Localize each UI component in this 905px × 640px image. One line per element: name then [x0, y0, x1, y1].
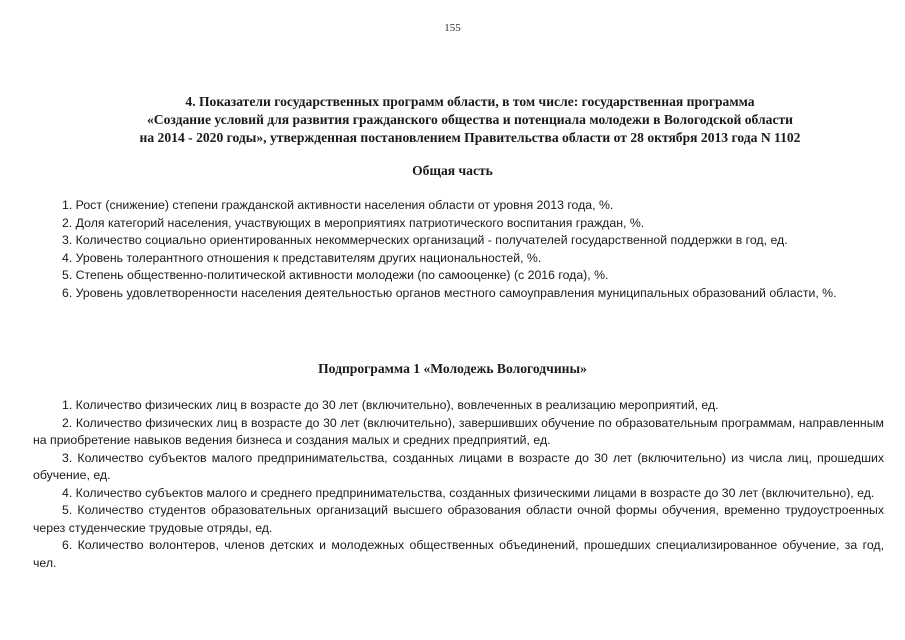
subprogram-indicator-item: 2. Количество физических лиц в возрасте до 30 лет (включительно), завершивших обучение по образовательным программам, направленным на приобретение навыков ведения бизнеса и создания малых и средних предприятий, ед.: [33, 415, 884, 447]
general-indicator-item: 4. Уровень толерантного отношения к представителям других национальностей, %.: [62, 250, 542, 265]
general-section-title: Общая часть: [412, 163, 493, 178]
subprogram-indicator-item: 5. Количество студентов образовательных организаций высшего образования области очной формы обучения, временно трудоустроенных через студенческие трудовые отряды, ед.: [33, 503, 884, 535]
subprogram-indicator-item: 6. Количество волонтеров, членов детских и молодежных общественных объединений, прошедших специализированное обучение, за год, чел.: [33, 538, 884, 570]
general-indicator-item: 3. Количество социально ориентированных некоммерческих организаций - получателей государственной поддержки в год, ед.: [62, 233, 788, 247]
subprogram-indicator-item: 3. Количество субъектов малого предпринимательства, созданных лицами в возрасте до 30 лет (включительно) из числа лиц, прошедших обучение, ед.: [33, 450, 884, 482]
heading-line-1: 4. Показатели государственных программ области, в том числе: государственная программа: [185, 94, 755, 109]
subprogram-1-title: Подпрограмма 1 «Молодежь Вологодчины»: [318, 361, 587, 376]
general-indicator-item: 2. Доля категорий населения, участвующих в мероприятиях патриотического воспитания граждан, %.: [62, 215, 645, 230]
general-indicator-item: 1. Рост (снижение) степени гражданской активности населения области от уровня 2013 года, %.: [62, 198, 614, 212]
subprogram-1-indicator-list: [33, 397, 884, 572]
heading-line-3: на 2014 - 2020 годы», утвержденная постановлением Правительства области от 28 октября 2013 года N 1102: [139, 130, 801, 145]
general-indicator-list: [62, 197, 884, 302]
document-heading: [20, 93, 905, 147]
subprogram-indicator-item: 4. Количество субъектов малого и среднего предпринимательства, созданных физическими лицами в возрасте до 30 лет (включительно), ед.: [62, 485, 875, 500]
page-number: 155: [444, 22, 461, 34]
subprogram-indicator-item: 1. Количество физических лиц в возрасте до 30 лет (включительно), вовлеченных в реализацию мероприятий, ед.: [62, 398, 719, 412]
general-indicator-item: 6. Уровень удовлетворенности населения деятельностью органов местного самоуправления муниципальных образований области, %.: [62, 285, 837, 300]
heading-line-2: «Создание условий для развития гражданского общества и потенциала молодежи в Вологодской области: [147, 112, 793, 127]
general-indicator-item: 5. Степень общественно-политической активности молодежи (по самооценке) (с 2016 года), %.: [62, 268, 609, 282]
